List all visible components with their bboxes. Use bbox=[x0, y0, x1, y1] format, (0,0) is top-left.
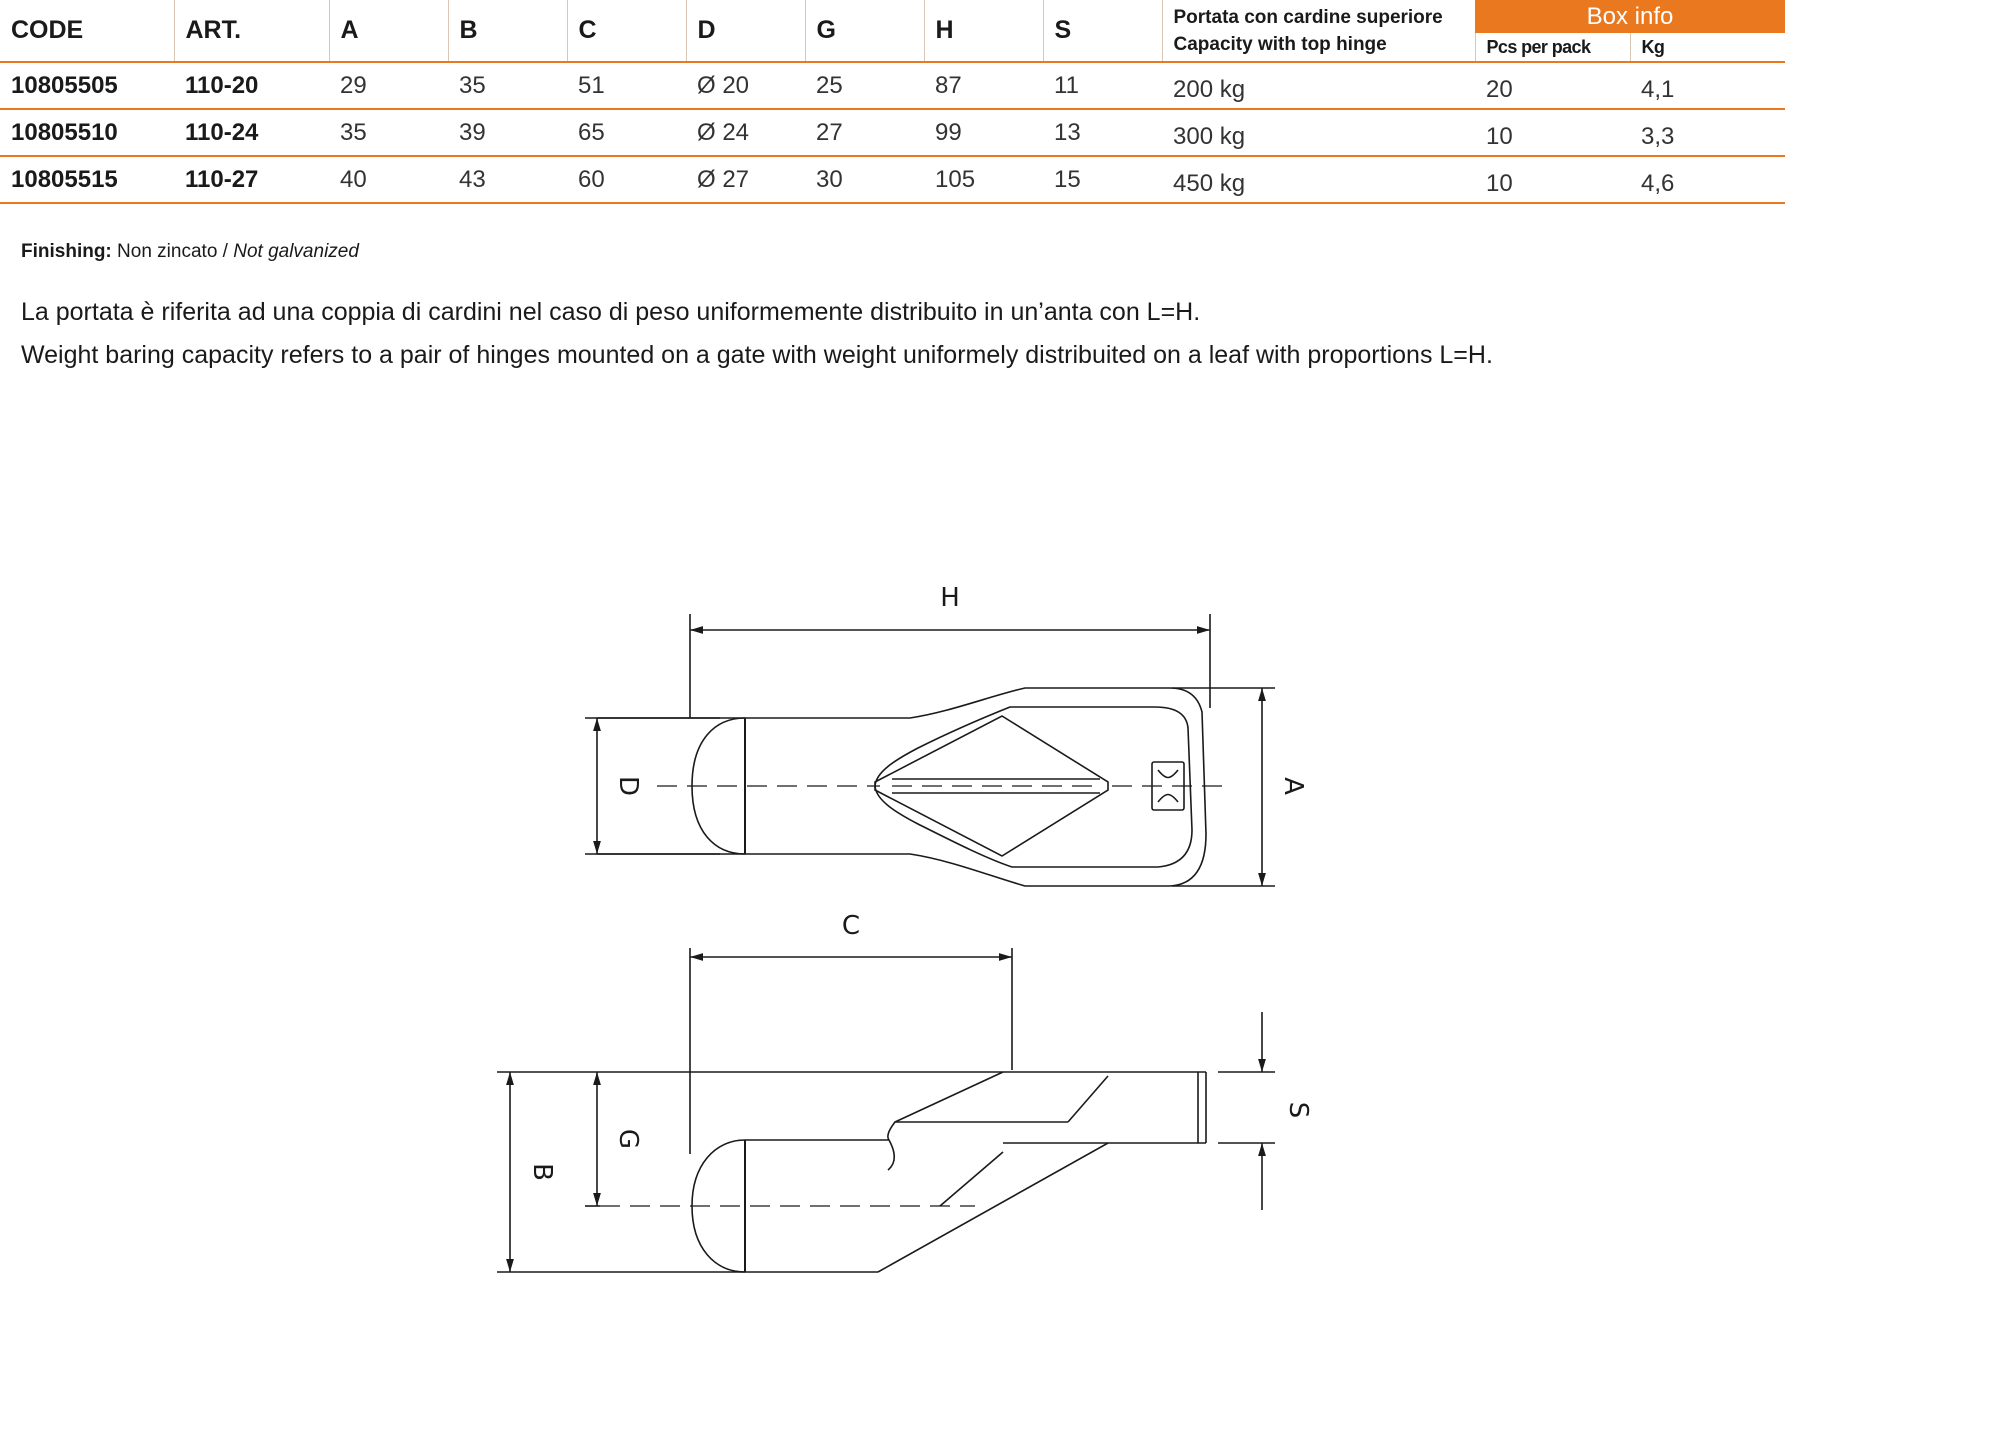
capacity-header-it: Portata con cardine superiore bbox=[1173, 6, 1443, 28]
dim-s bbox=[1218, 1012, 1313, 1210]
dim-b bbox=[497, 1072, 745, 1272]
cell-h: 105 bbox=[924, 156, 1043, 203]
cell-a: 29 bbox=[329, 62, 448, 109]
box-info-header: Box info bbox=[1475, 0, 1785, 33]
cell-b: 39 bbox=[448, 109, 567, 156]
cell-a: 35 bbox=[329, 109, 448, 156]
col-header-b: B bbox=[448, 0, 567, 62]
cell-h: 87 bbox=[924, 62, 1043, 109]
dim-a bbox=[1172, 688, 1308, 886]
dim-label-d: D bbox=[613, 775, 643, 797]
dim-label-s: S bbox=[1283, 1101, 1313, 1119]
col-header-code: CODE bbox=[0, 0, 174, 62]
cell-b: 43 bbox=[448, 156, 567, 203]
finishing-value-it: Non zincato bbox=[117, 241, 218, 262]
col-header-pcs-per-pack: Pcs per pack bbox=[1475, 33, 1630, 62]
cell-c: 60 bbox=[567, 156, 686, 203]
finishing-value-en: Not galvanized bbox=[233, 241, 359, 262]
cell-kg: 4,6 bbox=[1630, 156, 1785, 203]
cell-art: 110-20 bbox=[174, 62, 329, 109]
cell-d: Ø 24 bbox=[686, 109, 805, 156]
cell-d: Ø 27 bbox=[686, 156, 805, 203]
cell-h: 99 bbox=[924, 109, 1043, 156]
capacity-header-en: Capacity with top hinge bbox=[1173, 33, 1387, 55]
cell-kg: 4,1 bbox=[1630, 62, 1785, 109]
col-header-a: A bbox=[329, 0, 448, 62]
cell-kg: 3,3 bbox=[1630, 109, 1785, 156]
cell-s: 13 bbox=[1043, 109, 1162, 156]
dim-h bbox=[690, 583, 1210, 718]
dim-label-c: C bbox=[841, 911, 861, 941]
cell-code: 10805515 bbox=[0, 156, 174, 203]
finishing-separator: / bbox=[217, 241, 234, 262]
cell-b: 35 bbox=[448, 62, 567, 109]
col-header-art: ART. bbox=[174, 0, 329, 62]
cell-c: 65 bbox=[567, 109, 686, 156]
cell-c: 51 bbox=[567, 62, 686, 109]
side-view-hinge bbox=[497, 1072, 1206, 1272]
cell-s: 15 bbox=[1043, 156, 1162, 203]
col-header-kg: Kg bbox=[1630, 33, 1785, 62]
cell-g: 25 bbox=[805, 62, 924, 109]
cell-pcs: 10 bbox=[1475, 156, 1630, 203]
cell-capacity: 450 kg bbox=[1162, 156, 1475, 203]
dim-label-b: B bbox=[527, 1163, 557, 1181]
dim-c bbox=[690, 911, 1012, 1154]
cell-g: 30 bbox=[805, 156, 924, 203]
cell-capacity: 300 kg bbox=[1162, 109, 1475, 156]
cell-pcs: 10 bbox=[1475, 109, 1630, 156]
cell-capacity: 200 kg bbox=[1162, 62, 1475, 109]
finishing-label: Finishing: bbox=[21, 241, 112, 262]
col-header-d: D bbox=[686, 0, 805, 62]
dim-label-h: H bbox=[940, 583, 960, 613]
cell-a: 40 bbox=[329, 156, 448, 203]
cell-code: 10805505 bbox=[0, 62, 174, 109]
cell-s: 11 bbox=[1043, 62, 1162, 109]
col-header-s: S bbox=[1043, 0, 1162, 62]
col-header-h: H bbox=[924, 0, 1043, 62]
dim-label-a: A bbox=[1278, 777, 1308, 795]
col-header-g: G bbox=[805, 0, 924, 62]
note-en: Weight baring capacity refers to a pair of hinges mounted on a gate with weight uniformely distribuited on a leaf with proportions L=H. bbox=[21, 341, 1493, 369]
cell-art: 110-27 bbox=[174, 156, 329, 203]
col-header-c: C bbox=[567, 0, 686, 62]
dim-g bbox=[585, 1072, 643, 1206]
cell-code: 10805510 bbox=[0, 109, 174, 156]
cell-art: 110-24 bbox=[174, 109, 329, 156]
cell-d: Ø 20 bbox=[686, 62, 805, 109]
dim-label-g: G bbox=[613, 1128, 643, 1150]
cell-g: 27 bbox=[805, 109, 924, 156]
note-it: La portata è riferita ad una coppia di cardini nel caso di peso uniformemente distribuito in un’anta con L=H. bbox=[21, 298, 1201, 326]
cell-pcs: 20 bbox=[1475, 62, 1630, 109]
